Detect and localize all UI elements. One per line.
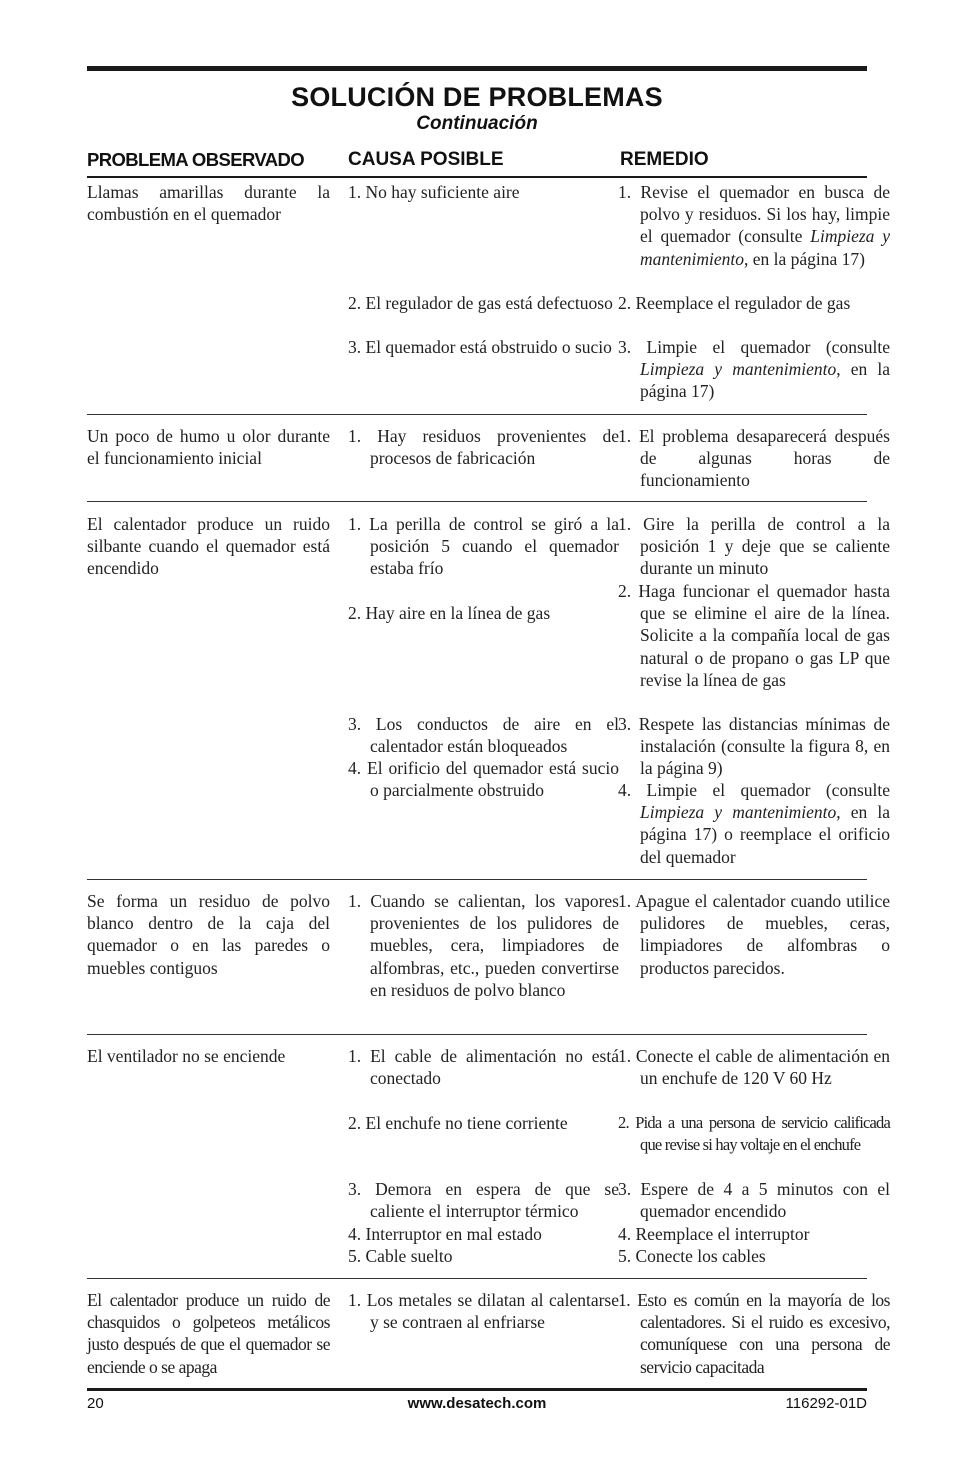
top-rule bbox=[87, 66, 867, 71]
column-header-cause: CAUSA POSIBLE bbox=[348, 149, 504, 170]
row-separator bbox=[87, 879, 867, 880]
problem-4: Se forma un residuo de polvo blanco dentro de la caja del quemador o en las paredes o muebles contiguos bbox=[87, 891, 330, 978]
website-url: www.desatech.com bbox=[407, 1395, 547, 1412]
row-separator bbox=[87, 1278, 867, 1279]
remedy-5-4: 4. Reemplace el interruptor bbox=[618, 1224, 810, 1244]
row-separator bbox=[87, 1034, 867, 1035]
cause-5-4: 4. Interruptor en mal estado bbox=[348, 1224, 542, 1244]
row-separator bbox=[87, 414, 867, 415]
remedy-5-5: 5. Conecte los cables bbox=[618, 1246, 766, 1266]
cause-3-4: 4. El orificio del quemador está sucio o parcialmente obstruido bbox=[348, 758, 619, 801]
remedy-5-3: 3. Espere de 4 a 5 minutos con el quemador encendido bbox=[618, 1179, 890, 1222]
cause-6-1: 1. Los metales se dilatan al calentarse y se contraen al enfriarse bbox=[348, 1290, 619, 1333]
row-separator bbox=[87, 501, 867, 502]
bottom-rule bbox=[87, 1388, 867, 1391]
problem-6: El calentador produce un ruido de chasquidos o golpeteos metálicos justo después de que el quemador se enciende o se apaga bbox=[87, 1290, 330, 1377]
cause-3-2: 2. Hay aire en la línea de gas bbox=[348, 603, 551, 623]
header-rule bbox=[87, 176, 867, 178]
remedy-5-1: 1. Conecte el cable de alimentación en un enchufe de 120 V 60 Hz bbox=[618, 1046, 890, 1089]
manual-page bbox=[87, 66, 890, 1416]
problem-1: Llamas amarillas durante la combustión en el quemador bbox=[87, 182, 330, 225]
cause-4-1: 1. Cuando se calientan, los vapores provenientes de los pulidores de muebles, cera, limpiadores de alfombras, etc., pueden convertirse en residuos de polvo blanco bbox=[348, 891, 619, 1000]
remedy-5-2: 2. Pida a una persona de servicio calificada que revise si hay voltaje en el enchufe bbox=[618, 1113, 890, 1155]
remedy-3-3: 3. Respete las distancias mínimas de instalación (consulte la figura 8, en la página 9) bbox=[618, 714, 890, 779]
cause-5-3: 3. Demora en espera de que se caliente el interruptor térmico bbox=[348, 1179, 619, 1222]
remedy-6-1: 1. Esto es común en la mayoría de los calentadores. Si el ruido es excesivo, comuníquese con una persona de servicio capacitada bbox=[618, 1290, 890, 1377]
page-title: SOLUCIÓN DE PROBLEMAS bbox=[291, 82, 663, 112]
remedy-1-2: 2. Reemplace el regulador de gas bbox=[618, 293, 851, 313]
page-number: 20 bbox=[87, 1395, 104, 1412]
cause-3-3: 3. Los conductos de aire en el calentador están bloqueados bbox=[348, 714, 619, 757]
cause-5-1: 1. El cable de alimentación no está conectado bbox=[348, 1046, 619, 1089]
remedy-3-2: 2. Haga funcionar el quemador hasta que se elimine el aire de la línea. Solicite a la compañía local de gas natural o de propano o gas LP que revise la línea de gas bbox=[618, 581, 890, 690]
problem-3: El calentador produce un ruido silbante cuando el quemador está encendido bbox=[87, 514, 330, 579]
cause-1-2: 2. El regulador de gas está defectuoso bbox=[348, 293, 613, 313]
remedy-3-1: 1. Gire la perilla de control a la posición 1 y deje que se caliente durante un minuto bbox=[618, 514, 890, 579]
remedy-3-4: 4. Limpie el quemador (consulte Limpieza y mantenimiento, en la página 17) o reemplace el orificio del quemador bbox=[618, 780, 890, 867]
cause-1-1: 1. No hay suficiente aire bbox=[348, 182, 520, 202]
column-header-remedy: REMEDIO bbox=[620, 149, 709, 170]
problem-2: Un poco de humo u olor durante el funcionamiento inicial bbox=[87, 426, 330, 469]
cause-2-1: 1. Hay residuos provenientes de procesos de fabricación bbox=[348, 426, 619, 469]
page-subtitle: Continuación bbox=[416, 113, 538, 134]
cause-3-1: 1. La perilla de control se giró a la posición 5 cuando el quemador estaba frío bbox=[348, 514, 619, 579]
remedy-4-1: 1. Apague el calentador cuando utilice pulidores de muebles, ceras, limpiadores de alfombras o productos parecidos. bbox=[618, 891, 890, 978]
column-header-problem: PROBLEMA OBSERVADO bbox=[87, 149, 305, 170]
problem-5: El ventilador no se enciende bbox=[87, 1046, 286, 1066]
cause-5-5: 5. Cable suelto bbox=[348, 1246, 453, 1266]
cause-1-3: 3. El quemador está obstruido o sucio bbox=[348, 337, 612, 357]
remedy-2-1: 1. El problema desaparecerá después de algunas horas de funcionamiento bbox=[618, 426, 890, 491]
cause-5-2: 2. El enchufe no tiene corriente bbox=[348, 1113, 568, 1133]
remedy-1-3: 3. Limpie el quemador (consulte Limpieza y mantenimiento, en la página 17) bbox=[618, 337, 890, 402]
remedy-1-1: 1. Revise el quemador en busca de polvo y residuos. Si los hay, limpie el quemador (consulte Limpieza y mantenimiento, en la página 17) bbox=[618, 182, 890, 269]
document-code: 116292-01D bbox=[785, 1395, 867, 1412]
